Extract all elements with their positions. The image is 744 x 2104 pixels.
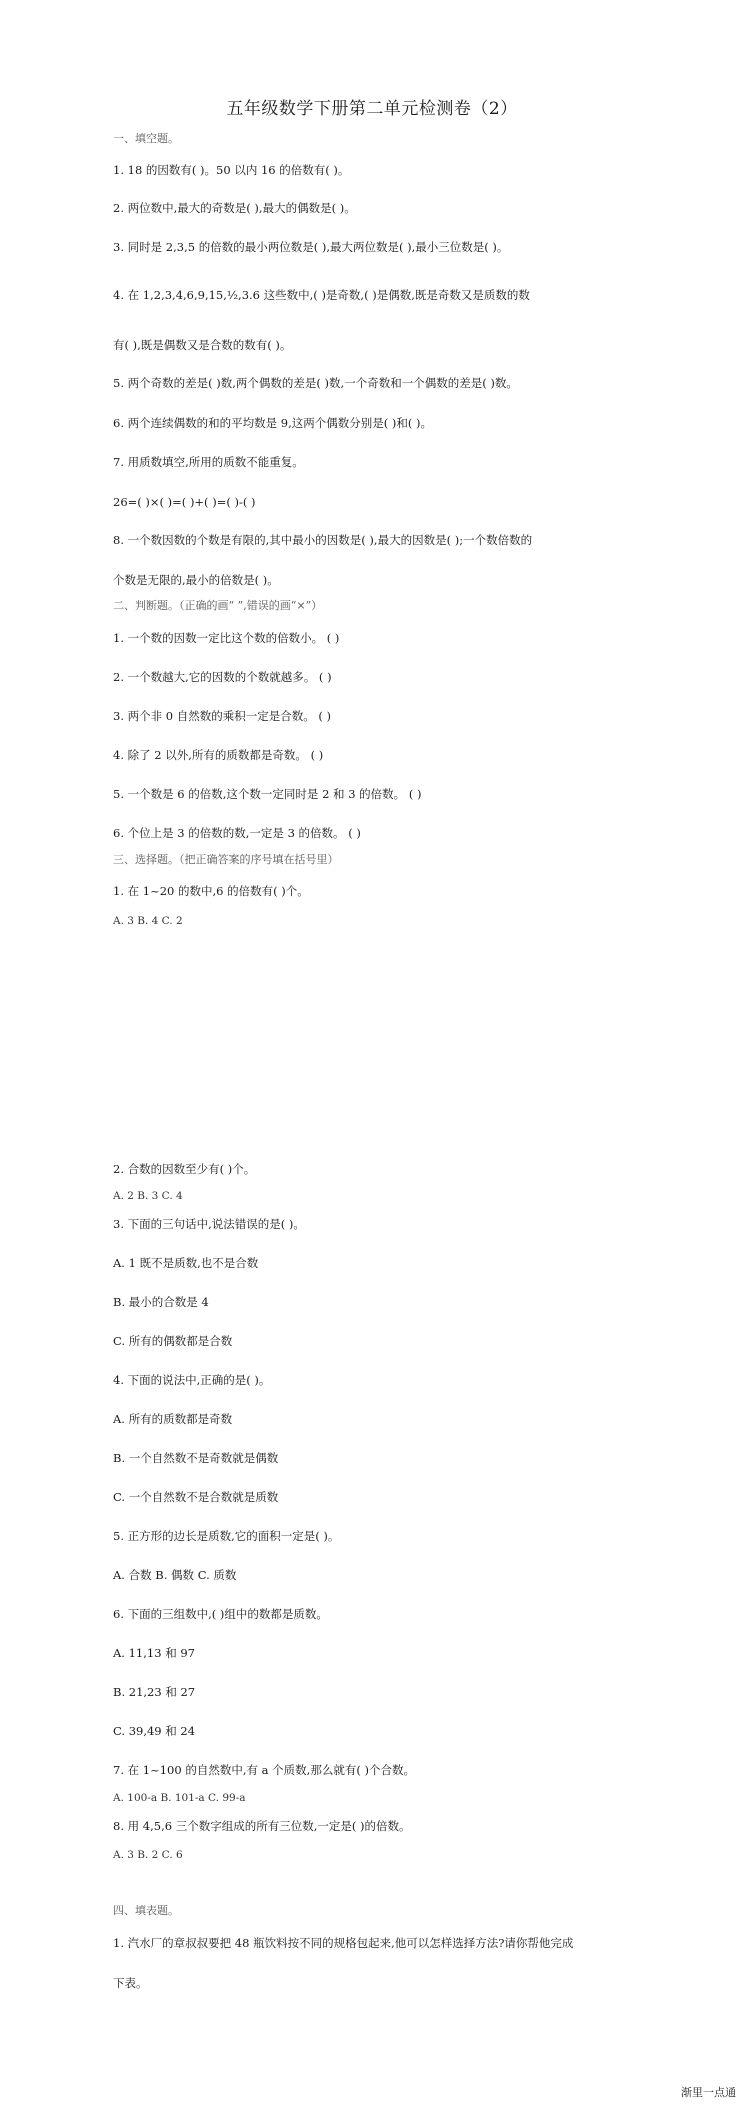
choice-question-5: 5. 正方形的边长是质数,它的面积一定是( )。 bbox=[113, 1529, 340, 1543]
section-heading-fill-blank: 一、填空题。 bbox=[113, 132, 179, 145]
choice-option-3b: B. 最小的合数是 4 bbox=[113, 1295, 209, 1309]
question-1-2: 2. 两位数中,最大的奇数是( ),最大的偶数是( )。 bbox=[113, 201, 356, 215]
judgment-item-4: 4. 除了 2 以外,所有的质数都是奇数。 ( ) bbox=[113, 748, 324, 762]
question-1-7-equation: 26=( )×( )=( )+( )=( )-( ) bbox=[113, 495, 256, 509]
choice-option-4b: B. 一个自然数不是奇数就是偶数 bbox=[113, 1451, 279, 1465]
judgment-item-1: 1. 一个数的因数一定比这个数的倍数小。 ( ) bbox=[113, 631, 340, 645]
question-1-6: 6. 两个连续偶数的和的平均数是 9,这两个偶数分别是( )和( )。 bbox=[113, 416, 433, 430]
question-1-7: 7. 用质数填空,所用的质数不能重复。 bbox=[113, 455, 304, 469]
question-1-4a: 4. 在 1,2,3,4,6,9,15,½,3.6 这些数中,( )是奇数,( )是偶数,既是奇数又是质数的数 bbox=[113, 288, 530, 302]
choice-question-7: 7. 在 1~100 的自然数中,有 a 个质数,那么就有( )个合数。 bbox=[113, 1763, 415, 1777]
page-title: 五年级数学下册第二单元检测卷（2） bbox=[226, 99, 518, 119]
choice-question-2: 2. 合数的因数至少有( )个。 bbox=[113, 1162, 256, 1176]
choice-option-6c: C. 39,49 和 24 bbox=[113, 1724, 196, 1738]
choice-question-8: 8. 用 4,5,6 三个数字组成的所有三位数,一定是( )的倍数。 bbox=[113, 1819, 411, 1833]
question-1-5: 5. 两个奇数的差是( )数,两个偶数的差是( )数,一个奇数和一个偶数的差是( )数。 bbox=[113, 376, 518, 390]
choice-question-6: 6. 下面的三组数中,( )组中的数都是质数。 bbox=[113, 1607, 328, 1621]
choice-option-3a: A. 1 既不是质数,也不是合数 bbox=[113, 1256, 259, 1270]
choice-question-1: 1. 在 1~20 的数中,6 的倍数有( )个。 bbox=[113, 884, 309, 898]
choice-options-7: A. 100-a B. 101-a C. 99-a bbox=[113, 1792, 246, 1804]
table-question-1a: 1. 汽水厂的章叔叔要把 48 瓶饮料按不同的规格包起来,他可以怎样选择方法?请你帮他完成 bbox=[113, 1936, 574, 1950]
question-1-8a: 8. 一个数因数的个数是有限的,其中最小的因数是( ),最大的因数是( );一个数倍数的 bbox=[113, 533, 533, 547]
choice-option-4c: C. 一个自然数不是合数就是质数 bbox=[113, 1490, 279, 1504]
choice-options-2: A. 2 B. 3 C. 4 bbox=[113, 1190, 183, 1202]
judgment-item-3: 3. 两个非 0 自然数的乘积一定是合数。 ( ) bbox=[113, 709, 332, 723]
question-1-4b: 有( ),既是偶数又是合数的数有( )。 bbox=[113, 338, 292, 352]
judgment-item-6: 6. 个位上是 3 的倍数的数,一定是 3 的倍数。 ( ) bbox=[113, 826, 361, 840]
footer-watermark: 渐里一点通 bbox=[681, 2086, 736, 2099]
judgment-item-2: 2. 一个数越大,它的因数的个数就越多。 ( ) bbox=[113, 670, 332, 684]
choice-option-4a: A. 所有的质数都是奇数 bbox=[113, 1412, 233, 1426]
question-1-3: 3. 同时是 2,3,5 的倍数的最小两位数是( ),最大两位数是( ),最小三位数是( )。 bbox=[113, 240, 509, 254]
choice-option-6a: A. 11,13 和 97 bbox=[113, 1646, 195, 1660]
choice-option-3c: C. 所有的偶数都是合数 bbox=[113, 1334, 233, 1348]
choice-options-1: A. 3 B. 4 C. 2 bbox=[113, 915, 183, 927]
section-heading-choice: 三、选择题。（把正确答案的序号填在括号里） bbox=[113, 853, 339, 866]
question-1-1: 1. 18 的因数有( )。50 以内 16 的倍数有( )。 bbox=[113, 163, 350, 177]
choice-option-6b: B. 21,23 和 27 bbox=[113, 1685, 196, 1699]
table-question-1b: 下表。 bbox=[113, 1976, 148, 1990]
choice-options-8: A. 3 B. 2 C. 6 bbox=[113, 1849, 183, 1861]
choice-question-3: 3. 下面的三句话中,说法错误的是( )。 bbox=[113, 1217, 305, 1231]
choice-options-5: A. 合数 B. 偶数 C. 质数 bbox=[113, 1568, 237, 1582]
section-heading-table: 四、填表题。 bbox=[113, 1904, 179, 1917]
question-1-8b: 个数是无限的,最小的倍数是( )。 bbox=[113, 573, 279, 587]
section-heading-judgment: 二、判断题。（正确的画“ ”,错误的画“×”） bbox=[113, 599, 323, 612]
judgment-item-5: 5. 一个数是 6 的倍数,这个数一定同时是 2 和 3 的倍数。 ( ) bbox=[113, 787, 422, 801]
choice-question-4: 4. 下面的说法中,正确的是( )。 bbox=[113, 1373, 271, 1387]
